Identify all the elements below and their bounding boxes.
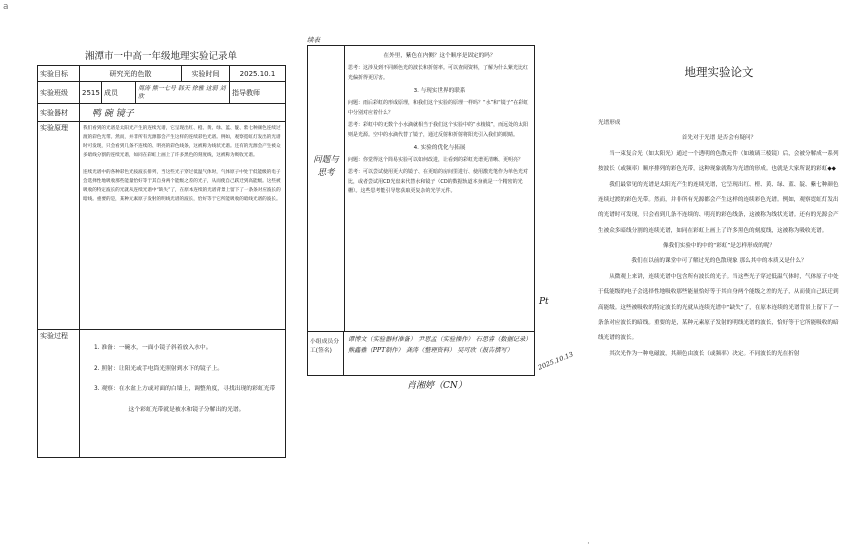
question-paragraph: 思考：彩虹中的无数个小水滴就相当于我们这个实验中的“水棱镜”，而远处的太阳则是光源。空中的水滴代替了镜子，通过反射和折射将阳光引入我们的眼睛。 bbox=[348, 121, 529, 138]
paper-body bbox=[598, 116, 840, 362]
handwritten-date: 2025.10.13 bbox=[536, 350, 575, 372]
process-step-3: 3. 观察：在水盆上方或对面的白墙上，调整角度，寻找出现的彩虹光带 bbox=[94, 386, 276, 393]
principle-paragraph-2: 连续光谱中的各种彩色光按波长排列，当这些光子穿过低温气体时，气体原子中处于低能级的电子会选择性地吸收那些能量恰好等于其自身两个能级之差的光子，从而使自己跃迁到高能级。这些被吸收的特定波长的光就从连续光谱中“缺失”了，在原本连续的光谱背景上留下了一条条对应波长的暗线。重要的是，某种元素原子发射的明线光谱的波长，恰好等于它所能吸收的暗线光谱的波长。 bbox=[83, 169, 281, 202]
paper-subtitle: 光谱形成 bbox=[598, 120, 621, 126]
question-paragraph: 问题：雨后彩虹的形成原理，和我们这个实验的原理一样吗？“水”和“镜子”在彩虹中分别对应着什么？ bbox=[348, 100, 529, 117]
class-value: 2515 bbox=[80, 82, 102, 104]
corner-mark: a bbox=[3, 2, 9, 12]
question-heading: 4. 实验的优化与拓展 bbox=[413, 145, 466, 152]
questions-side-label: 问题与思考 bbox=[313, 155, 339, 178]
paper-paragraph: 其次光作为一种电磁波，其颜色由波长（或频率）决定。不同波长的光在折射 bbox=[609, 350, 800, 357]
handwritten-signature: 肖湘婷（CN） bbox=[407, 381, 467, 391]
process-conclusion: 这个彩虹光带就是被水和镜子分解出的光谱。 bbox=[128, 407, 245, 414]
question-paragraph: 问题：你觉得这个简易实验可以如何改进，让看到的彩虹光谱更清晰、更明亮？ bbox=[348, 157, 524, 164]
paper-paragraph: 当一束复合光（如太阳光）通过一个透明的色散元件（如玻璃三棱镜）后，会被分解成一系列按波长（或频率）顺序排列的彩色光带，这种现象就称为光谱的形成。也就是大家所说的彩虹◆◆ bbox=[598, 150, 839, 173]
member-line-2: 熊鑫雅（PPT制作） 龚涛（整理资料） 吴可欣（报告撰写） bbox=[348, 347, 513, 355]
geography-paper bbox=[598, 60, 840, 480]
process-step-2: 2. 照射：让阳光或手电筒光照射到水下的镜子上。 bbox=[94, 365, 224, 372]
record-sheet-title: 湘潭市一中高一年级地理实验记录单 bbox=[84, 51, 237, 62]
members-value: 周涛 熊一七号 韩天 徐雅 这弱 刘欣 bbox=[136, 82, 230, 104]
equipment-value: 鸭 碗 镜子 bbox=[80, 104, 286, 122]
paper-paragraph: 像我们实验中的中的“彩虹”是怎样形成的呢？ bbox=[662, 243, 776, 249]
target-value: 研究光的色散 bbox=[80, 66, 182, 82]
questions-content bbox=[345, 46, 534, 201]
paper-paragraph: 从微观上来讲，连续光谱中包含所有波长的光子。当这些光子穿过低温气体时，气体原子中处于低能级的电子会选择性地吸收那些能量恰好等于其自身两个能级之差的光子，从而使自己跃迁到高能级。这些被吸收的特定波长的光就从连续光谱中“缺失”了，在原本连续的光谱背景上留下了一条条对应波长的暗线。重要的是，某种元素原子发射的明线光谱的波长，恰好等于它所能吸收的暗线光谱的波长。 bbox=[598, 273, 839, 342]
process-step-1: 1. 准备：一碗水，一面小镜子斜着放入水中。 bbox=[94, 345, 212, 351]
paper-paragraph: 首先对于光谱 是否会有疑问？ bbox=[681, 135, 757, 142]
paper-paragraph: 我们最常见的光谱是太阳光产生的连续光谱，它呈现出红、橙、黄、绿、蓝、靛、紫七种颜色连续过渡的彩色光带。然而，并非所有光源都会产生这样的连续彩色光谱。例如，观察霓虹灯发出的光谱时可发现，只会看到几条不连续的、明亮的彩色线条，这被称为线状光谱。还有的光源会产生被众多暗线分割的连续光谱，如同在彩虹上画上了许多黑色的刻度线，这被称为吸收光谱。 bbox=[598, 181, 839, 234]
member-line-1: 谭博文（实验器材准备） 尹思孟（实验操作） 石思睿（数据记录） bbox=[348, 336, 532, 343]
process-label: 实验过程 bbox=[38, 330, 80, 458]
question-paragraph: 思考：可以尝试使用更大的镜子、在更暗的房间里进行、使用激光笔作为单色光对比，或者尝试用CD光盘来代替水和镜子（CD的数据轨道本身就是一个精密的光栅）。这些思考能引导您获取更复杂的光学元件。 bbox=[348, 168, 529, 195]
question-heading: 3. 与现实世界的联系 bbox=[413, 88, 466, 95]
experiment-record-sheet bbox=[37, 40, 285, 460]
scan-dot: · bbox=[587, 539, 590, 549]
time-label: 实验时间 bbox=[182, 66, 230, 82]
process-text bbox=[80, 330, 286, 458]
paper-paragraph: 我们在以前的课堂中可了解过光的色散现象 那么其中的本质又是什么？ bbox=[631, 258, 807, 265]
time-value: 2025.10.1 bbox=[230, 66, 286, 82]
member-box bbox=[307, 332, 535, 376]
record-table bbox=[37, 65, 286, 458]
teacher-label: 指导教师 bbox=[230, 82, 286, 104]
question-heading: 在外里，紫色在内侧？这个顺序是固定的吗？ bbox=[383, 53, 496, 59]
members-label: 成员 bbox=[102, 82, 136, 104]
principle-text bbox=[80, 122, 286, 330]
class-label: 实验班级 bbox=[38, 82, 80, 104]
member-text bbox=[348, 334, 531, 356]
member-label: 小组成员分工(签名) bbox=[308, 332, 344, 375]
equipment-label: 实验器材 bbox=[38, 104, 80, 122]
handwritten-pt-note: Pt bbox=[539, 297, 549, 307]
questions-left-column bbox=[308, 46, 345, 331]
continued-note: 续表 bbox=[307, 36, 320, 44]
questions-box bbox=[307, 45, 535, 332]
principle-label: 实验原理 bbox=[38, 122, 80, 330]
continued-sheet bbox=[307, 35, 575, 435]
target-label: 实验目标 bbox=[38, 66, 80, 82]
paper-title: 地理实验论文 bbox=[684, 65, 754, 79]
question-paragraph: 思考：这涉及到不同颜色光的波长和折射率。可以查阅资料，了解为什么紫光比红光偏折得更厉害。 bbox=[348, 64, 529, 81]
principle-paragraph-1: 我们看到的光谱是太阳光产生的连续光谱，它呈现出红、橙、黄、绿、蓝、靛、紫七种颜色连续过渡的彩色光带。然而，并非所有光源都会产生这样的连续彩色光谱。例如，观察霓虹灯发出的光谱时可发现，只会看到几条不连续的、明亮的彩色线条，这被称为线状光谱。还有的光源会产生被众多暗线分割的连续光谱，如同在彩虹上画上了许多黑色的刻度线，这被称为吸收光谱。 bbox=[83, 126, 281, 158]
